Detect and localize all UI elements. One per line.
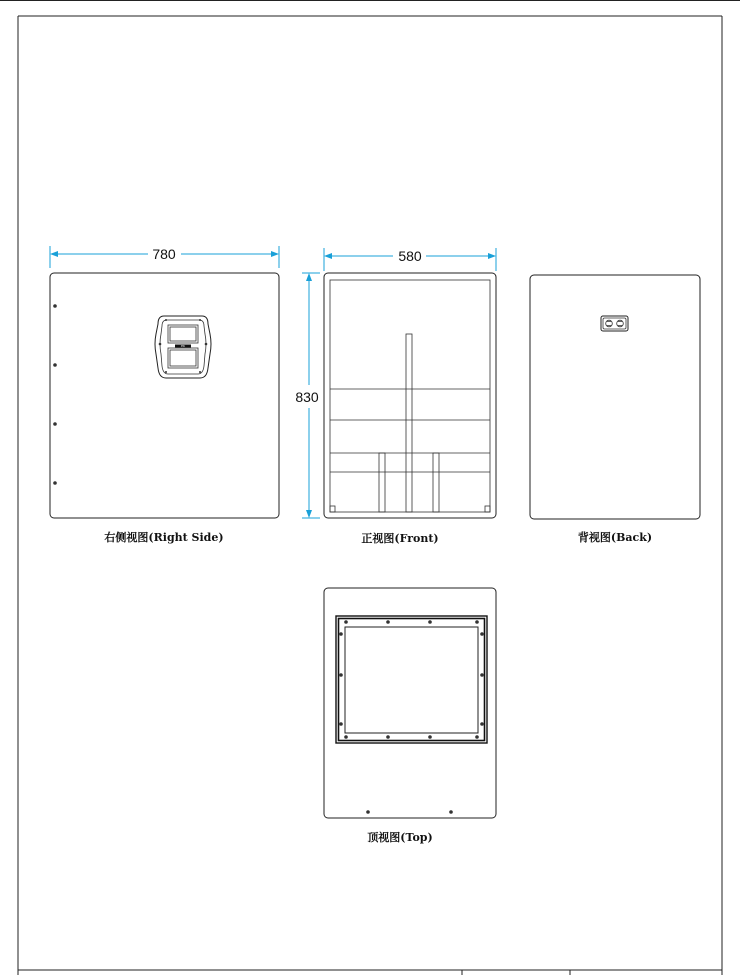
front-height-label: 830 — [295, 389, 319, 405]
handle-logo-label: EK — [181, 344, 185, 349]
screw-dot — [53, 363, 57, 367]
top-caption: 顶视图(Top) — [367, 831, 433, 844]
top-flange-plate — [336, 616, 487, 743]
sheet-frame — [0, 1, 740, 975]
right-side-width-dimension — [50, 246, 279, 268]
screw-dot — [53, 481, 57, 485]
right-side-view — [50, 246, 279, 544]
center-brace — [406, 334, 412, 512]
flange-screw-dots — [339, 620, 484, 739]
top-view — [324, 588, 496, 844]
front-width-dimension — [324, 248, 496, 271]
front-inner-frame — [330, 280, 490, 512]
back-caption: 背视图(Back) — [577, 531, 653, 544]
right-side-width-label: 780 — [152, 246, 176, 262]
top-cutout — [345, 627, 478, 733]
front-view — [295, 248, 496, 545]
front-width-label: 580 — [398, 248, 422, 264]
speakon-connector-icon — [601, 316, 628, 331]
carry-handle-icon — [155, 316, 211, 378]
screw-dot — [53, 304, 57, 308]
right-side-panel — [50, 273, 279, 518]
screw-dot — [449, 810, 453, 814]
front-height-dimension — [295, 273, 320, 518]
front-caption: 正视图(Front) — [361, 532, 439, 545]
screw-dot — [366, 810, 370, 814]
back-panel — [530, 275, 700, 519]
screw-dot — [53, 422, 57, 426]
top-panel — [324, 588, 496, 818]
right-side-caption: 右侧视图(Right Side) — [104, 531, 224, 544]
front-outer-panel — [324, 273, 496, 518]
back-view — [530, 275, 700, 544]
